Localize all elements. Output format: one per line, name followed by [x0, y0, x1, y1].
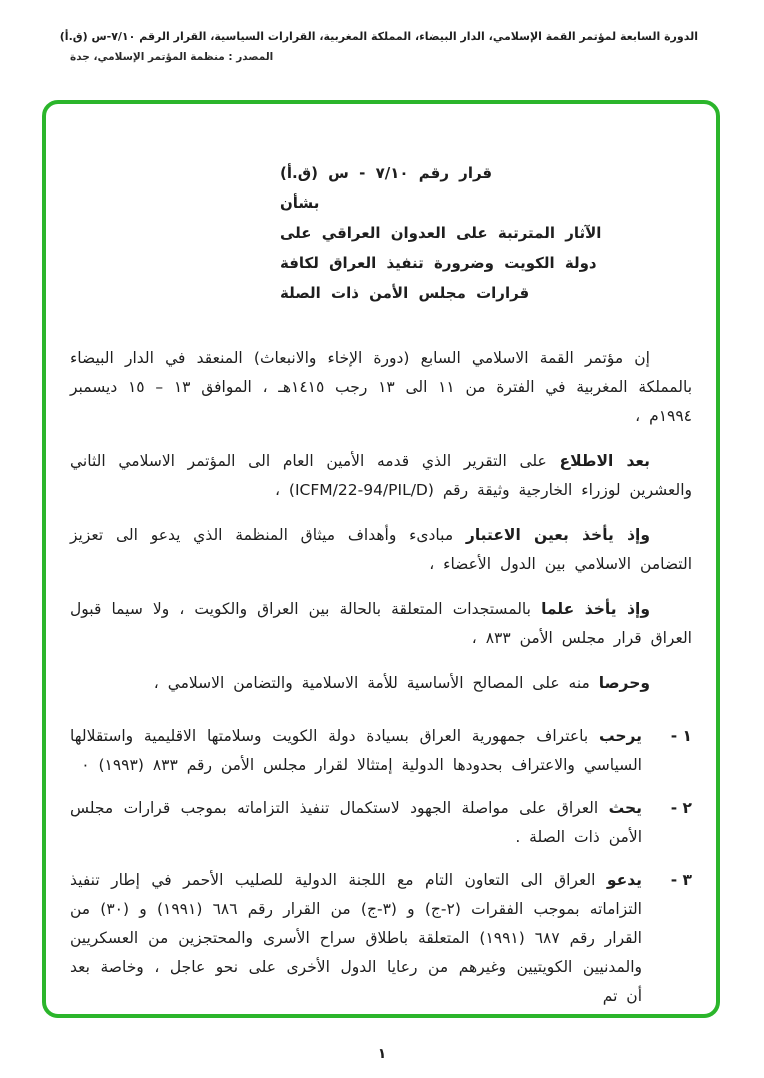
item-number: ١ -	[670, 727, 692, 745]
item-lead: يدعو	[606, 871, 642, 889]
item-lead: يحث	[608, 799, 642, 817]
paragraph-text: على التقرير الذي قدمه الأمين العام الى المؤتمر الاسلامي الثاني والعشرين لوزراء الخارجية وثيقة رقم (ICFM/22-94/PIL/D) ،	[70, 452, 692, 499]
paragraph-lead: وحرصا	[598, 674, 650, 692]
item-text	[70, 722, 642, 780]
paragraph	[70, 521, 692, 579]
resolution-number-line: قرار رقم ٧/١٠ - س (ق.أ)	[280, 164, 493, 182]
resolution-heading	[280, 158, 692, 308]
paragraph	[70, 447, 692, 505]
paragraph-lead: بعد الاطلاع	[559, 452, 651, 470]
paragraph-text: منه على المصالح الأساسية للأمة الاسلامية والتضامن الاسلامي ،	[153, 674, 599, 692]
paragraph	[70, 344, 692, 431]
paragraph-text: بالمستجدات المتعلقة بالحالة بين العراق والكويت ، ولا سيما قبول العراق قرار مجلس الأمن ٨٣٣ ،	[70, 600, 692, 647]
paragraph-lead: وإذ يأخذ علما	[541, 600, 650, 618]
resolution-title-line: دولة الكويت وضرورة تنفيذ العراق لكافة	[280, 254, 597, 272]
resolution-title-line: قرارات مجلس الأمن ذات الصلة	[280, 284, 530, 302]
item-text	[70, 866, 642, 1011]
item-text	[70, 794, 642, 852]
item-body: العراق الى التعاون التام مع اللجنة الدولية للصليب الأحمر في إطار تنفيذ التزاماته بموجب الفقرات (٢-ج) و (٣-ج) من القرار رقم ٦٨٦ (١٩٩١) و (٣٠) من القرار رقم ٦٨٧ (١٩٩١) المتعلقة باطلاق سراح الأسرى والمحتجزين من العسكريين والمدنيين الكويتيين وغيرهم من رعايا الدول الأخرى على نحو عاجل ، وخاصة بعد أن تم	[70, 871, 642, 1005]
item-body: باعتراف جمهورية العراق بسيادة دولة الكويت وسلامتها الاقليمية واستقلالها السياسي والاعتراف بحدودها الدولية إمتثالا لقرار مجلس الأمن رقم ٨٣٣ (١٩٩٣) ٠	[70, 727, 642, 774]
header-source: المصدر : منظمة المؤتمر الإسلامي، جدة	[70, 51, 274, 63]
document-frame	[42, 100, 720, 1018]
resolution-title-line: الآثار المترتبة على العدوان العراقي على	[280, 224, 602, 242]
paragraph-lead: وإذ يأخذ بعين الاعتبار	[465, 526, 651, 544]
paragraph	[70, 669, 692, 698]
page-number: ١	[377, 1046, 387, 1062]
item-lead: يرحب	[598, 727, 642, 745]
document-header	[59, 30, 698, 63]
preamble	[70, 344, 692, 698]
resolution-regarding: بشأن	[280, 194, 320, 212]
item-body: العراق على مواصلة الجهود لاستكمال تنفيذ التزاماته بموجب قرارات مجلس الأمن ذات الصلة .	[70, 799, 642, 846]
list-item	[70, 722, 692, 780]
header-title: الدورة السابعة لمؤتمر القمة الإسلامي، الدار البيضاء، المملكة المغربية، القرارات السياسية، القرار الرقم ٧/١٠-س (ق.أ)	[59, 30, 698, 43]
item-number: ٢ -	[670, 799, 692, 817]
operative-items	[70, 722, 692, 1011]
paragraph	[70, 595, 692, 653]
paragraph-text: مبادىء وأهداف ميثاق المنظمة الذي يدعو الى تعزيز التضامن الاسلامي بين الدول الأعضاء ،	[70, 526, 692, 573]
list-item	[70, 794, 692, 852]
paragraph-text: إن مؤتمر القمة الاسلامي السابع (دورة الإخاء والانبعاث) المنعقد في الدار البيضاء بالمملكة المغربية في الفترة من ١١ الى ١٣ رجب ١٤١٥هـ ، الموافق ١٣ – ١٥ ديسمبر ١٩٩٤م ،	[70, 349, 693, 425]
item-number: ٣ -	[670, 871, 692, 889]
list-item	[70, 866, 692, 1011]
